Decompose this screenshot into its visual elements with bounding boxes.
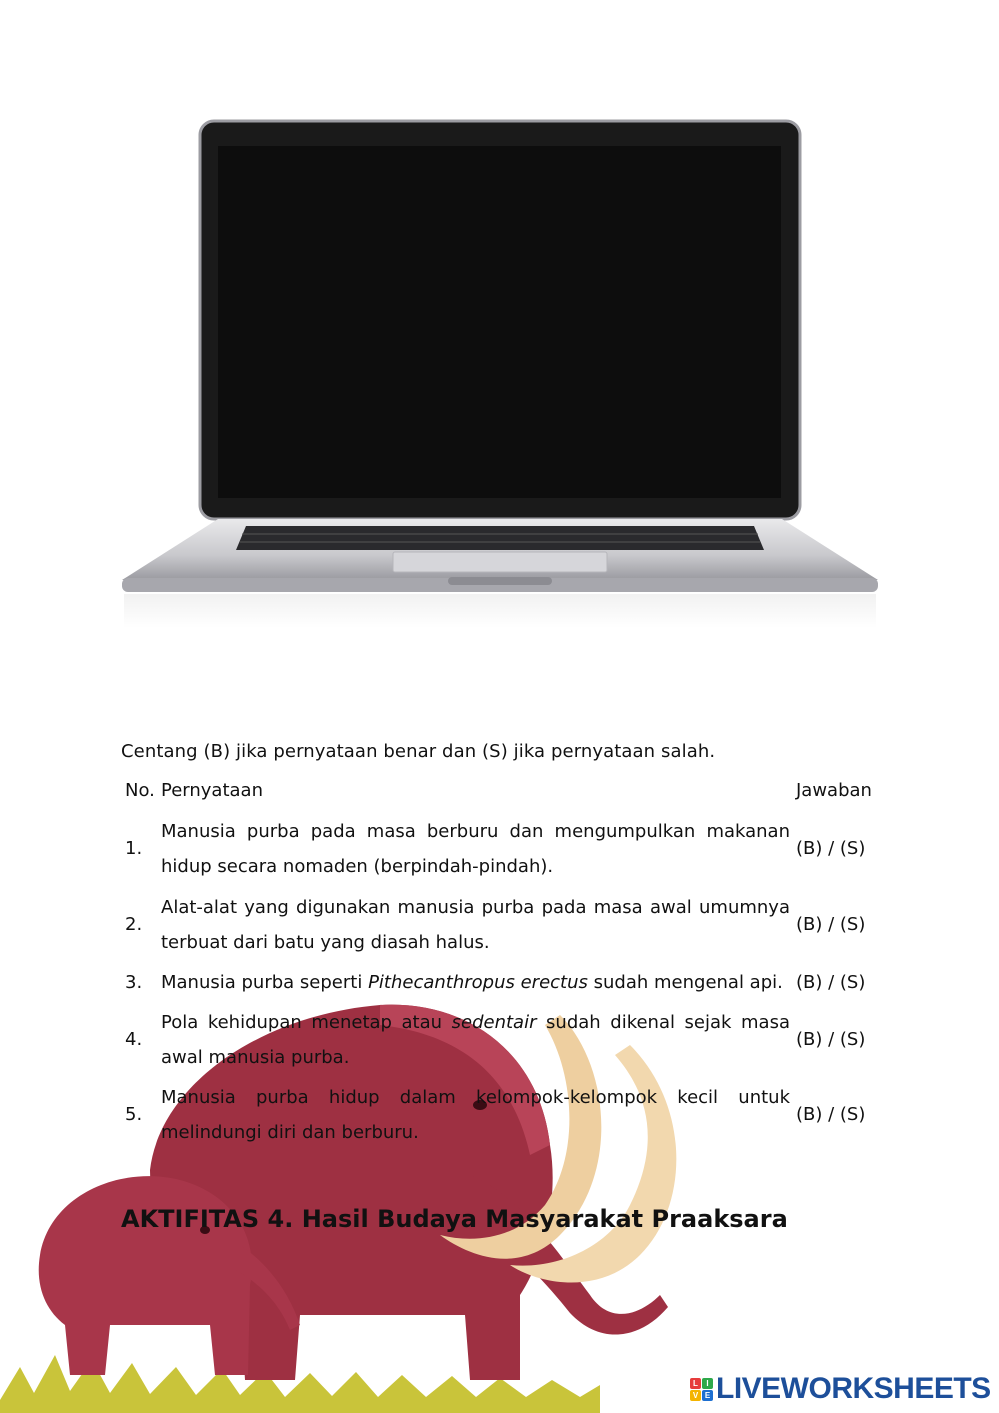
answer-choice[interactable]: (B) / (S) xyxy=(796,914,866,935)
instruction-text: Centang (B) jika pernyataan benar dan (S) jika pernyataan salah. xyxy=(121,741,716,762)
answer-choice[interactable]: (B) / (S) xyxy=(796,972,866,993)
activity-heading: AKTIFITAS 4. Hasil Budaya Masyarakat Praaksara xyxy=(121,1205,788,1233)
row-statement: Pola kehidupan menetap atau sedentair sudah dikenal sejak masa awal manusia purba. xyxy=(161,1012,790,1068)
row-number: 1. xyxy=(125,838,143,859)
row-statement: Alat-alat yang digunakan manusia purba pada masa awal umumnya terbuat dari batu yang diasah halus. xyxy=(161,897,790,953)
row-statement: Manusia purba seperti Pithecanthropus erectus sudah mengenal api. xyxy=(161,972,783,993)
table-row xyxy=(121,814,881,884)
row-number: 4. xyxy=(125,1029,143,1050)
answer-choice[interactable]: (B) / (S) xyxy=(796,838,866,859)
row-number: 5. xyxy=(125,1104,143,1125)
row-statement: Manusia purba pada masa berburu dan mengumpulkan makanan hidup secara nomaden (berpindah-pindah). xyxy=(161,821,790,877)
laptop-image xyxy=(118,118,882,638)
answer-choice[interactable]: (B) / (S) xyxy=(796,1029,866,1050)
column-header-answer: Jawaban xyxy=(796,780,872,801)
column-header-no: No. xyxy=(125,780,155,801)
answer-choice[interactable]: (B) / (S) xyxy=(796,1104,866,1125)
liveworksheets-icon: L I V E xyxy=(690,1378,713,1401)
column-header-statement: Pernyataan xyxy=(161,780,263,801)
table-row xyxy=(121,890,881,960)
row-number: 2. xyxy=(125,914,143,935)
table-row xyxy=(121,1080,881,1150)
table-row xyxy=(121,965,881,1000)
brand-name: LIVEWORKSHEETS xyxy=(716,1372,991,1405)
liveworksheets-logo xyxy=(690,1372,991,1406)
table-row xyxy=(121,1005,881,1075)
row-number: 3. xyxy=(125,972,143,993)
row-statement: Manusia purba hidup dalam kelompok-kelompok kecil untuk melindungi diri dan berburu. xyxy=(161,1087,790,1143)
